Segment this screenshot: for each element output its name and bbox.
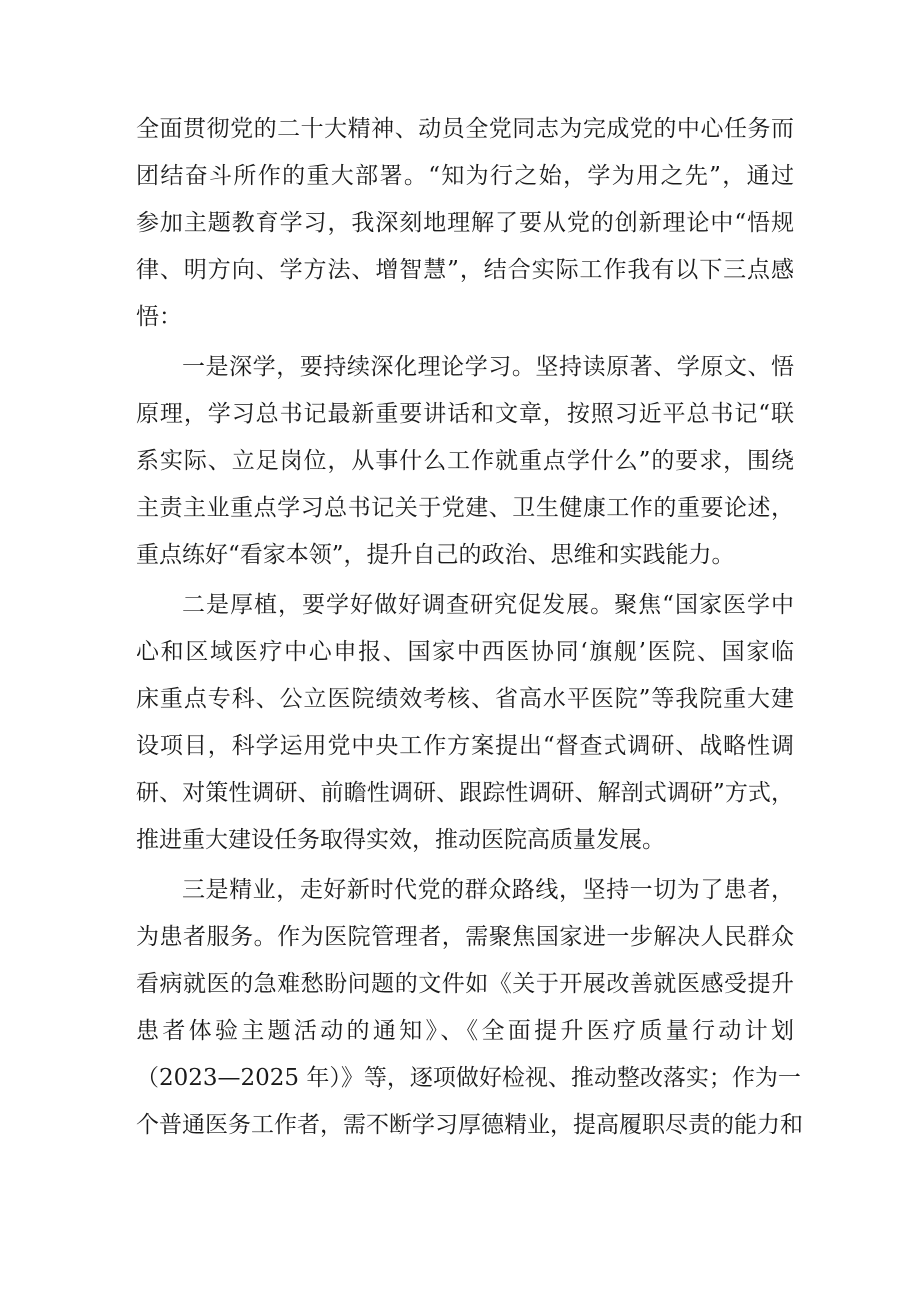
text-line: 二是厚植，要学好做好调查研究促发展。聚焦“国家医学中 xyxy=(182,592,794,618)
text-line: 全面贯彻党的二十大精神、动员全党同志为完成党的中心任务而 xyxy=(136,116,794,142)
text-line: （2023—2025 年）》等，逐项做好检视、推动整改落实；作为一 xyxy=(136,1065,801,1091)
text-line: 个普通医务工作者，需不断学习厚德精业，提高履职尽责的能力和 xyxy=(136,1112,803,1138)
text-line: 悟： xyxy=(136,304,182,330)
text-line: 参加主题教育学习，我深刻地理解了要从党的创新理论中“悟规 xyxy=(136,210,794,236)
text-line: 一是深学，要持续深化理论学习。坚持读原著、学原文、悟 xyxy=(182,354,794,380)
text-line: 系实际、立足岗位，从事什么工作就重点学什么”的要求，围绕 xyxy=(136,448,794,474)
text-line: 设项目，科学运用党中央工作方案提出“督查式调研、战略性调 xyxy=(136,733,794,759)
text-line: 看病就医的急难愁盼问题的文件如《关于开展改善就医感受提升 xyxy=(136,971,794,997)
text-line: 为患者服务。作为医院管理者，需聚焦国家进一步解决人民群众 xyxy=(136,924,794,950)
text-line: 重点练好“看家本领”，提升自己的政治、思维和实践能力。 xyxy=(136,542,735,568)
text-line: 患者体验主题活动的通知》、《全面提升医疗质量行动计划 xyxy=(136,1018,794,1044)
text-line: 研、对策性调研、前瞻性调研、跟踪性调研、解剖式调研”方式， xyxy=(136,780,794,806)
text-line: 原理，学习总书记最新重要讲话和文章，按照习近平总书记“联 xyxy=(136,401,794,427)
text-line: 三是精业，走好新时代党的群众路线，坚持一切为了患者， xyxy=(182,877,794,903)
text-line: 床重点专科、公立医院绩效考核、省高水平医院”等我院重大建 xyxy=(136,686,794,712)
text-line: 团结奋斗所作的重大部署。“知为行之始，学为用之先”，通过 xyxy=(136,163,794,189)
text-line: 主责主业重点学习总书记关于党建、卫生健康工作的重要论述， xyxy=(136,495,794,521)
text-line: 心和区域医疗中心申报、国家中西医协同‘旗舰’医院、国家临 xyxy=(136,639,794,665)
text-line: 推进重大建设任务取得实效，推动医院高质量发展。 xyxy=(136,827,665,853)
text-line: 律、明方向、学方法、增智慧”，结合实际工作我有以下三点感 xyxy=(136,257,794,283)
